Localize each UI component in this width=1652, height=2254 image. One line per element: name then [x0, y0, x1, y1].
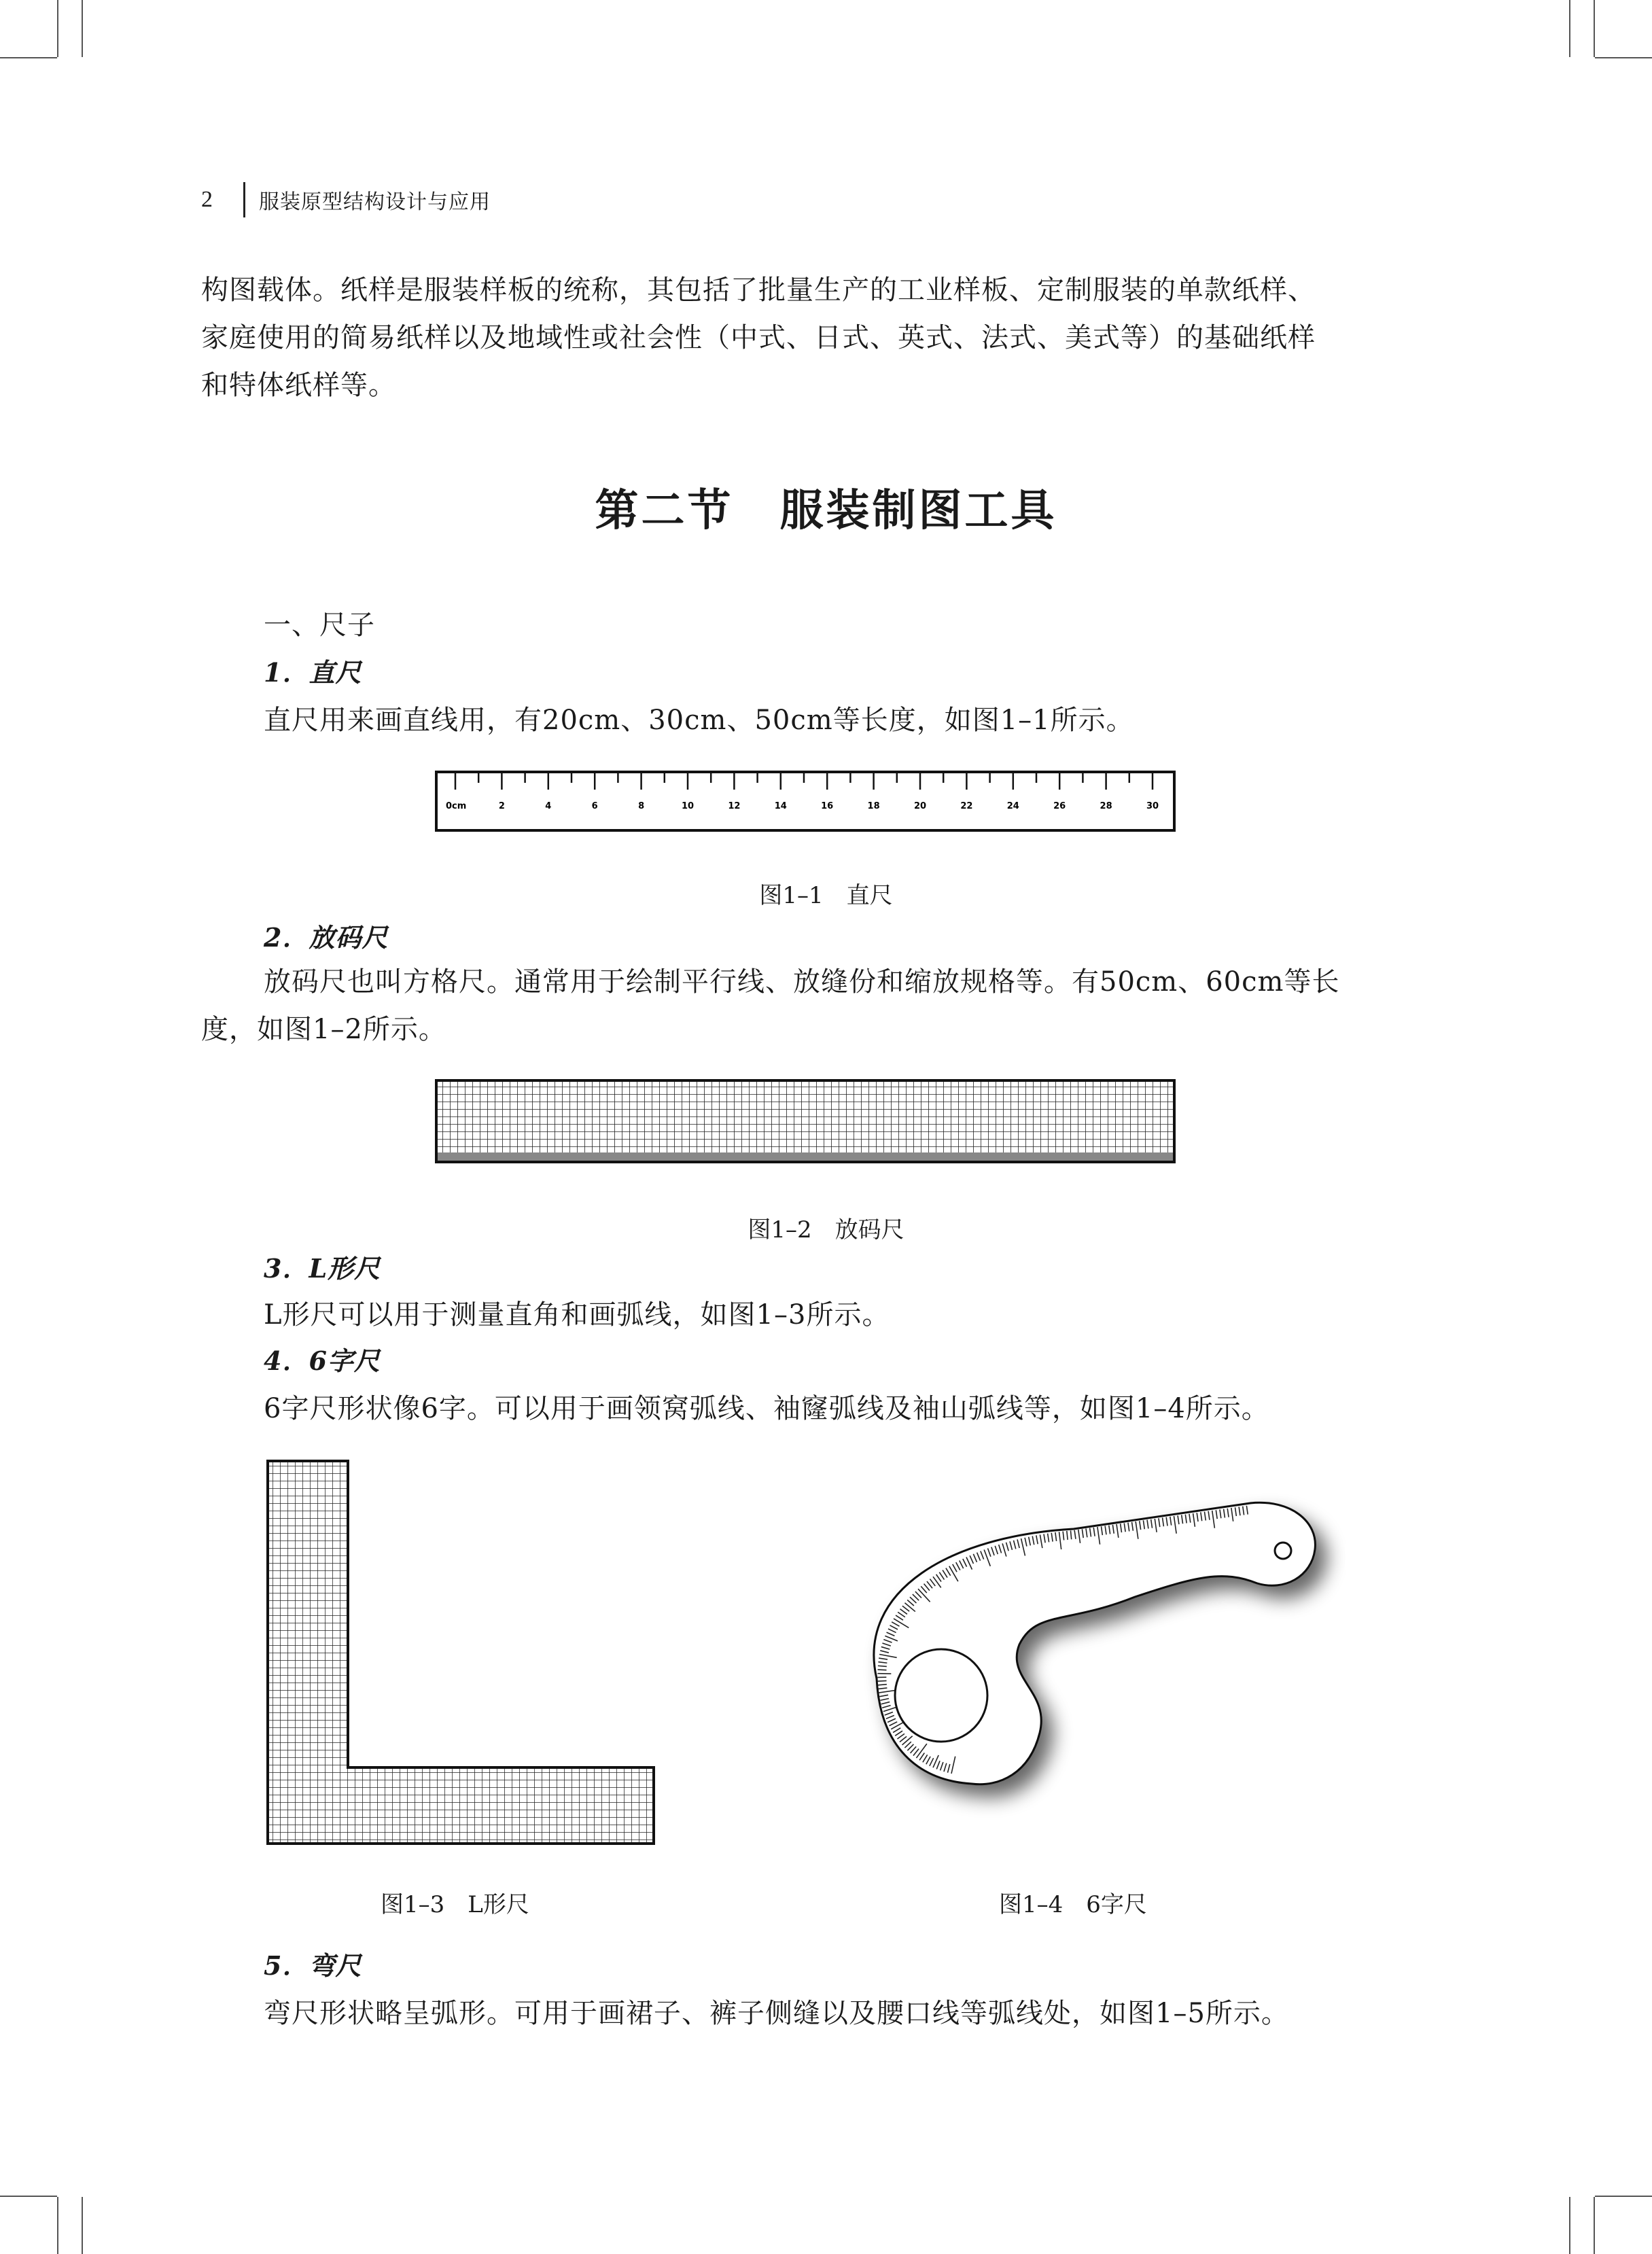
- grid-ruler-figure: [435, 1079, 1176, 1167]
- page-number: 2: [201, 187, 213, 212]
- section-title: 第二节 服装制图工具: [595, 486, 1057, 536]
- six-curve-hole: [895, 1649, 987, 1742]
- item-text: 弯尺形状略呈弧形。可用于画裙子、裤子侧缝以及腰口线等弧线处，如图1–5所示。: [264, 1998, 1289, 2029]
- crop-mark: [57, 2197, 58, 2254]
- ruler-label: 6: [591, 801, 598, 811]
- ruler-label: 4: [545, 801, 552, 811]
- item-text: 度，如图1–2所示。: [201, 1014, 446, 1045]
- figure-caption: 图1–3 L形尺: [381, 1891, 529, 1918]
- intro-line: 和特体纸样等。: [201, 370, 396, 401]
- l-square-body: [268, 1461, 654, 1844]
- ruler-label: 14: [774, 801, 787, 811]
- ruler-label: 22: [960, 801, 973, 811]
- figure-caption: 图1–1 直尺: [759, 882, 893, 909]
- figure-caption: 图1–2 放码尺: [748, 1216, 904, 1244]
- item-label: 1．直尺: [264, 657, 362, 688]
- crop-mark: [1595, 57, 1652, 58]
- ruler-label: 8: [638, 801, 645, 811]
- intro-line: 构图载体。纸样是服装样板的统称，其包括了批量生产的工业样板、定制服装的单款纸样、: [201, 275, 1316, 306]
- item-label: 3．L形尺: [264, 1253, 381, 1284]
- grid-ruler-edge: [438, 1152, 1173, 1161]
- intro-line: 家庭使用的简易纸样以及地域性或社会性（中式、日式、英式、法式、美式等）的基础纸样: [201, 322, 1316, 353]
- ruler-label: 30: [1146, 801, 1159, 811]
- six-curve-hang-hole: [1275, 1543, 1291, 1559]
- book-title: 服装原型结构设计与应用: [259, 190, 491, 214]
- crop-mark: [57, 0, 58, 57]
- ruler-label: 16: [821, 801, 834, 811]
- item-label: 2．放码尺: [264, 922, 389, 953]
- item-text: 直尺用来画直线用，有20cm、30cm、50cm等长度，如图1–1所示。: [264, 705, 1134, 736]
- item-label: 4．6字尺: [264, 1345, 381, 1376]
- six-curve-tick: [878, 1680, 887, 1681]
- item-text: L形尺可以用于测量直角和画弧线，如图1–3所示。: [264, 1299, 890, 1331]
- crop-mark: [1569, 2197, 1570, 2254]
- ruler-label: 20: [913, 801, 927, 811]
- subsection-heading: 一、尺子: [264, 610, 375, 641]
- ruler-label: 18: [867, 801, 880, 811]
- crop-mark: [0, 57, 57, 58]
- intro-paragraph: [201, 266, 1452, 409]
- crop-mark: [1594, 0, 1595, 57]
- item-text: 放码尺也叫方格尺。通常用于绘制平行线、放缝份和缩放规格等。有50cm、60cm等长: [264, 966, 1340, 998]
- crop-mark: [82, 2197, 83, 2254]
- figure-caption: 图1–4 6字尺: [999, 1891, 1147, 1918]
- item-text: 6字尺形状像6字。可以用于画领窝弧线、袖窿弧线及袖山弧线等，如图1–4所示。: [264, 1393, 1269, 1424]
- crop-mark: [1594, 2197, 1595, 2254]
- item-label: 5．弯尺: [264, 1950, 362, 1981]
- ruler-label: 24: [1006, 801, 1019, 811]
- six-curve-ruler-figure: [815, 1475, 1346, 1835]
- ruler-label: 12: [728, 801, 741, 811]
- crop-mark: [1569, 0, 1570, 57]
- header-divider: [243, 182, 245, 217]
- ruler-label: 10: [681, 801, 695, 811]
- crop-mark: [1595, 2196, 1652, 2197]
- running-header: [201, 179, 491, 220]
- ruler-label: 2: [498, 801, 505, 811]
- l-square-figure: [265, 1458, 659, 1852]
- crop-mark: [0, 2196, 57, 2197]
- crop-mark: [82, 0, 83, 57]
- ruler-label: 28: [1100, 801, 1112, 811]
- grid-ruler-body: [436, 1080, 1174, 1162]
- ruler-label: 0cm: [446, 801, 467, 811]
- straight-ruler-figure: [435, 771, 1176, 833]
- ruler-label: 26: [1053, 801, 1066, 811]
